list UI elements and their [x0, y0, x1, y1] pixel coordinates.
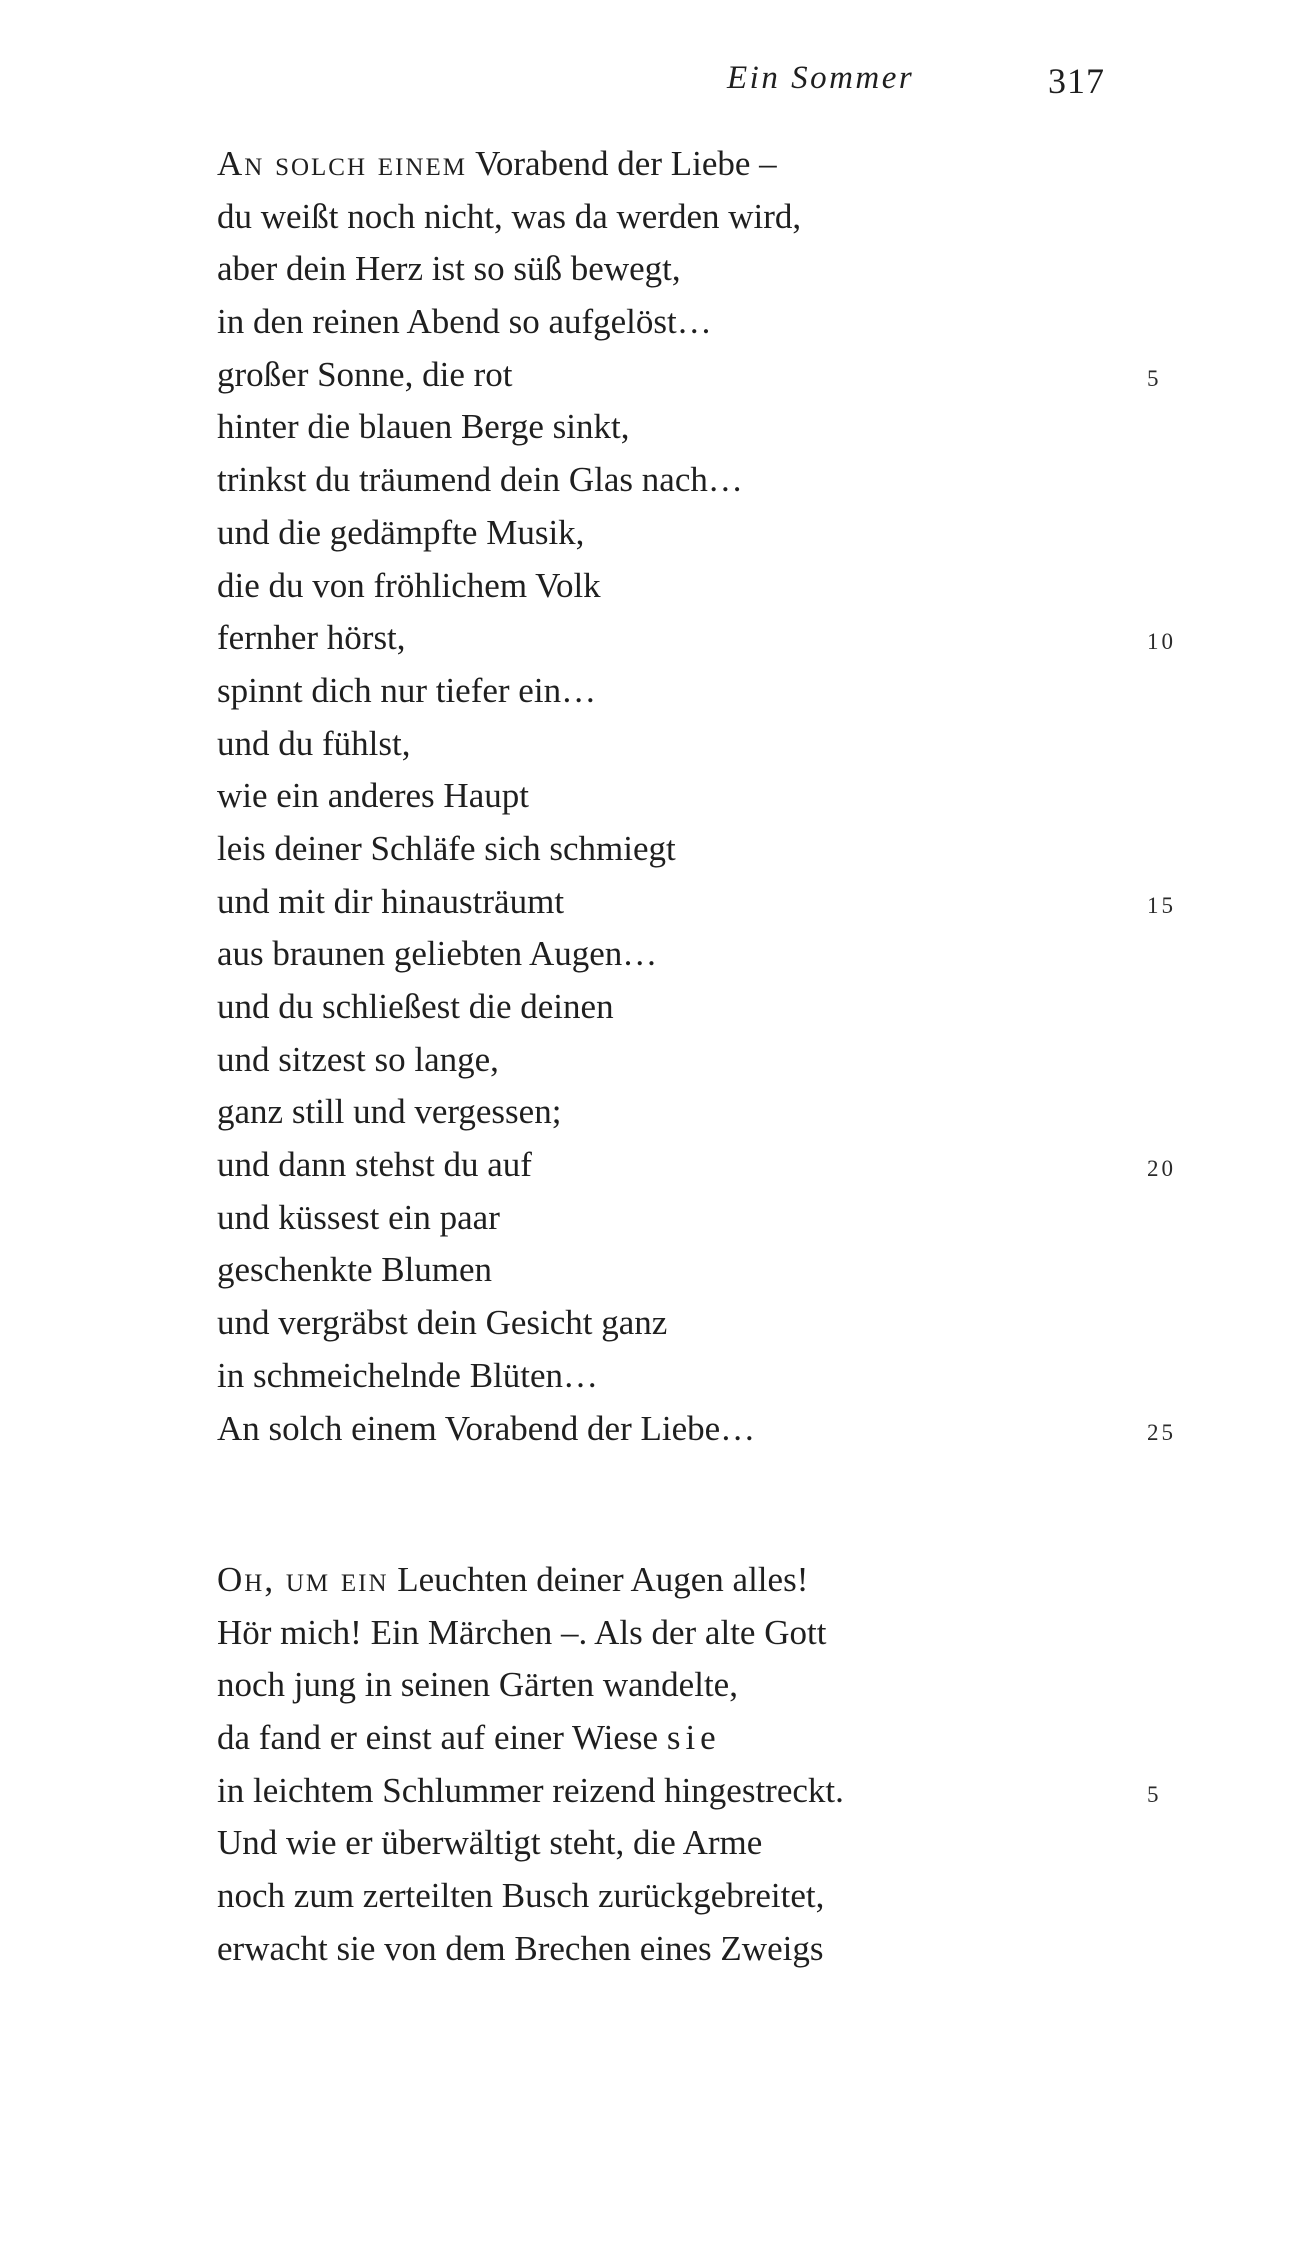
- verse-text: [217, 612, 406, 665]
- verse-line: [217, 770, 1197, 823]
- verse-line: [217, 507, 1197, 560]
- verse-line: [217, 876, 1197, 929]
- verse-line: [217, 823, 1197, 876]
- verse-body: und du fühlst,: [217, 723, 411, 763]
- verse-line: [217, 1554, 1197, 1607]
- verse-text: [217, 1712, 721, 1765]
- verse-text: [217, 1817, 762, 1870]
- verse-line: [217, 1817, 1197, 1870]
- verse-text: [217, 401, 629, 454]
- verse-line: [217, 612, 1197, 665]
- verse-line: [217, 243, 1197, 296]
- verse-text: [217, 1297, 667, 1350]
- verse-body: und sitzest so lange,: [217, 1039, 499, 1079]
- verse-body: aus braunen geliebten Augen…: [217, 934, 658, 974]
- verse-text: [217, 1923, 823, 1976]
- verse-text: [217, 1554, 808, 1607]
- verse-body: geschenkte Blumen: [217, 1250, 493, 1290]
- verse-line: [217, 981, 1197, 1034]
- verse-text: [217, 876, 564, 929]
- verse-body: aber dein Herz ist so süß bewegt,: [217, 249, 681, 289]
- verse-line: [217, 665, 1197, 718]
- verse-line: [217, 560, 1197, 613]
- verse-body: noch jung in seinen Gärten wandelte,: [217, 1665, 738, 1705]
- page-number: 317: [1048, 61, 1105, 101]
- verse-line: [217, 1350, 1197, 1403]
- verse-text: [217, 507, 584, 560]
- verse-body: Vorabend der Liebe –: [466, 144, 777, 183]
- verse-body: spinnt dich nur tiefer ein…: [217, 670, 597, 710]
- poem-oh-um-ein-leuchten: [217, 1554, 1197, 1976]
- verse-incipit: Oh, um ein: [217, 1560, 389, 1599]
- verse-body: in schmeichelnde Blüten…: [217, 1355, 599, 1395]
- verse-text: [217, 1765, 844, 1818]
- verse-line: [217, 1659, 1197, 1712]
- verse-body: ganz still und vergessen;: [217, 1092, 562, 1132]
- verse-body: Hör mich! Ein Märchen –. Als der alte Gott: [217, 1612, 827, 1652]
- line-number: 25: [1147, 1419, 1176, 1445]
- verse-line: [217, 1712, 1197, 1765]
- verse-body: noch zum zerteilten Busch zurückgebreitet,: [217, 1876, 825, 1916]
- verse-body: und dann stehst du auf: [217, 1145, 532, 1185]
- poem-an-solch-einem-vorabend: [217, 138, 1197, 1455]
- verse-line: [217, 1297, 1197, 1350]
- verse-line: [217, 138, 1197, 191]
- verse-text: [217, 665, 596, 718]
- verse-line: [217, 1607, 1197, 1660]
- line-number: 10: [1147, 629, 1176, 655]
- verse-text: [217, 981, 614, 1034]
- verse-line: [217, 1244, 1197, 1297]
- verse-body: und küssest ein paar: [217, 1197, 500, 1237]
- verse-body: du weißt noch nicht, was da werden wird,: [217, 196, 802, 236]
- verse-body: erwacht sie von dem Brechen eines Zweigs: [217, 1928, 824, 1968]
- verse-body: trinkst du träumend dein Glas nach…: [217, 460, 743, 500]
- verse-body: und mit dir hinausträumt: [217, 881, 565, 921]
- verse-body: und du schließest die deinen: [217, 987, 614, 1026]
- verse-line: [217, 1139, 1197, 1192]
- verse-body: hinter die blauen Berge sinkt,: [217, 407, 630, 447]
- verse-line: [217, 1403, 1197, 1456]
- verse-body: An solch einem Vorabend der Liebe…: [217, 1408, 756, 1448]
- verse-text: [217, 454, 743, 507]
- verse-body: in den reinen Abend so aufgelöst…: [217, 302, 712, 342]
- verse-body: wie ein anderes Haupt: [217, 776, 529, 816]
- verse-line: [217, 1870, 1197, 1923]
- running-head: [0, 52, 1294, 112]
- verse-body: und vergräbst dein Gesicht ganz: [217, 1303, 668, 1343]
- verse-text: [217, 1034, 499, 1087]
- verse-text: [217, 1659, 738, 1712]
- verse-line: [217, 349, 1197, 402]
- verse-text: [217, 138, 777, 191]
- verse-body: Leuchten deiner Augen alles!: [388, 1560, 809, 1599]
- verse-incipit: An solch einem: [217, 144, 467, 183]
- verse-text: [217, 1192, 500, 1245]
- verse-text: [217, 1870, 824, 1923]
- verse-text: [217, 1086, 561, 1139]
- line-number: 5: [1147, 365, 1162, 391]
- line-number: 15: [1147, 892, 1176, 918]
- verse-text: [217, 560, 601, 613]
- verse-text: [217, 191, 801, 244]
- verse-line: [217, 928, 1197, 981]
- verse-line: [217, 1192, 1197, 1245]
- verse-text: [217, 823, 676, 876]
- verse-body: und die gedämpfte Musik,: [217, 512, 585, 552]
- verse-text: [217, 1244, 492, 1297]
- verse-line: [217, 296, 1197, 349]
- verse-text: [217, 1403, 755, 1456]
- running-title: Ein Sommer: [727, 60, 915, 96]
- verse-line: [217, 718, 1197, 771]
- verse-body: Und wie er überwältigt steht, die Arme: [217, 1823, 763, 1863]
- verse-line: [217, 191, 1197, 244]
- verse-line: [217, 1765, 1197, 1818]
- verse-text: [217, 349, 512, 402]
- verse-body: fernher hörst,: [217, 618, 406, 658]
- verse-text: [217, 1139, 532, 1192]
- line-number: 5: [1147, 1781, 1162, 1807]
- verse-line: [217, 401, 1197, 454]
- verse-line: [217, 1086, 1197, 1139]
- verse-line: [217, 1923, 1197, 1976]
- verse-line: [217, 454, 1197, 507]
- verse-text: [217, 928, 657, 981]
- verse-text: [217, 1607, 826, 1660]
- verse-emphasis: sie: [666, 1718, 721, 1758]
- verse-body: leis deiner Schläfe sich schmiegt: [217, 828, 676, 868]
- verse-body: da fand er einst auf einer Wiese: [217, 1718, 667, 1758]
- verse-text: [217, 770, 529, 823]
- verse-body: großer Sonne, die rot: [217, 354, 513, 394]
- verse-line: [217, 1034, 1197, 1087]
- verse-text: [217, 296, 712, 349]
- verse-body: die du von fröhlichem Volk: [217, 565, 601, 605]
- verse-text: [217, 718, 410, 771]
- verse-body: in leichtem Schlummer reizend hingestreckt.: [217, 1770, 844, 1810]
- verse-text: [217, 243, 681, 296]
- verse-text: [217, 1350, 598, 1403]
- line-number: 20: [1147, 1156, 1176, 1182]
